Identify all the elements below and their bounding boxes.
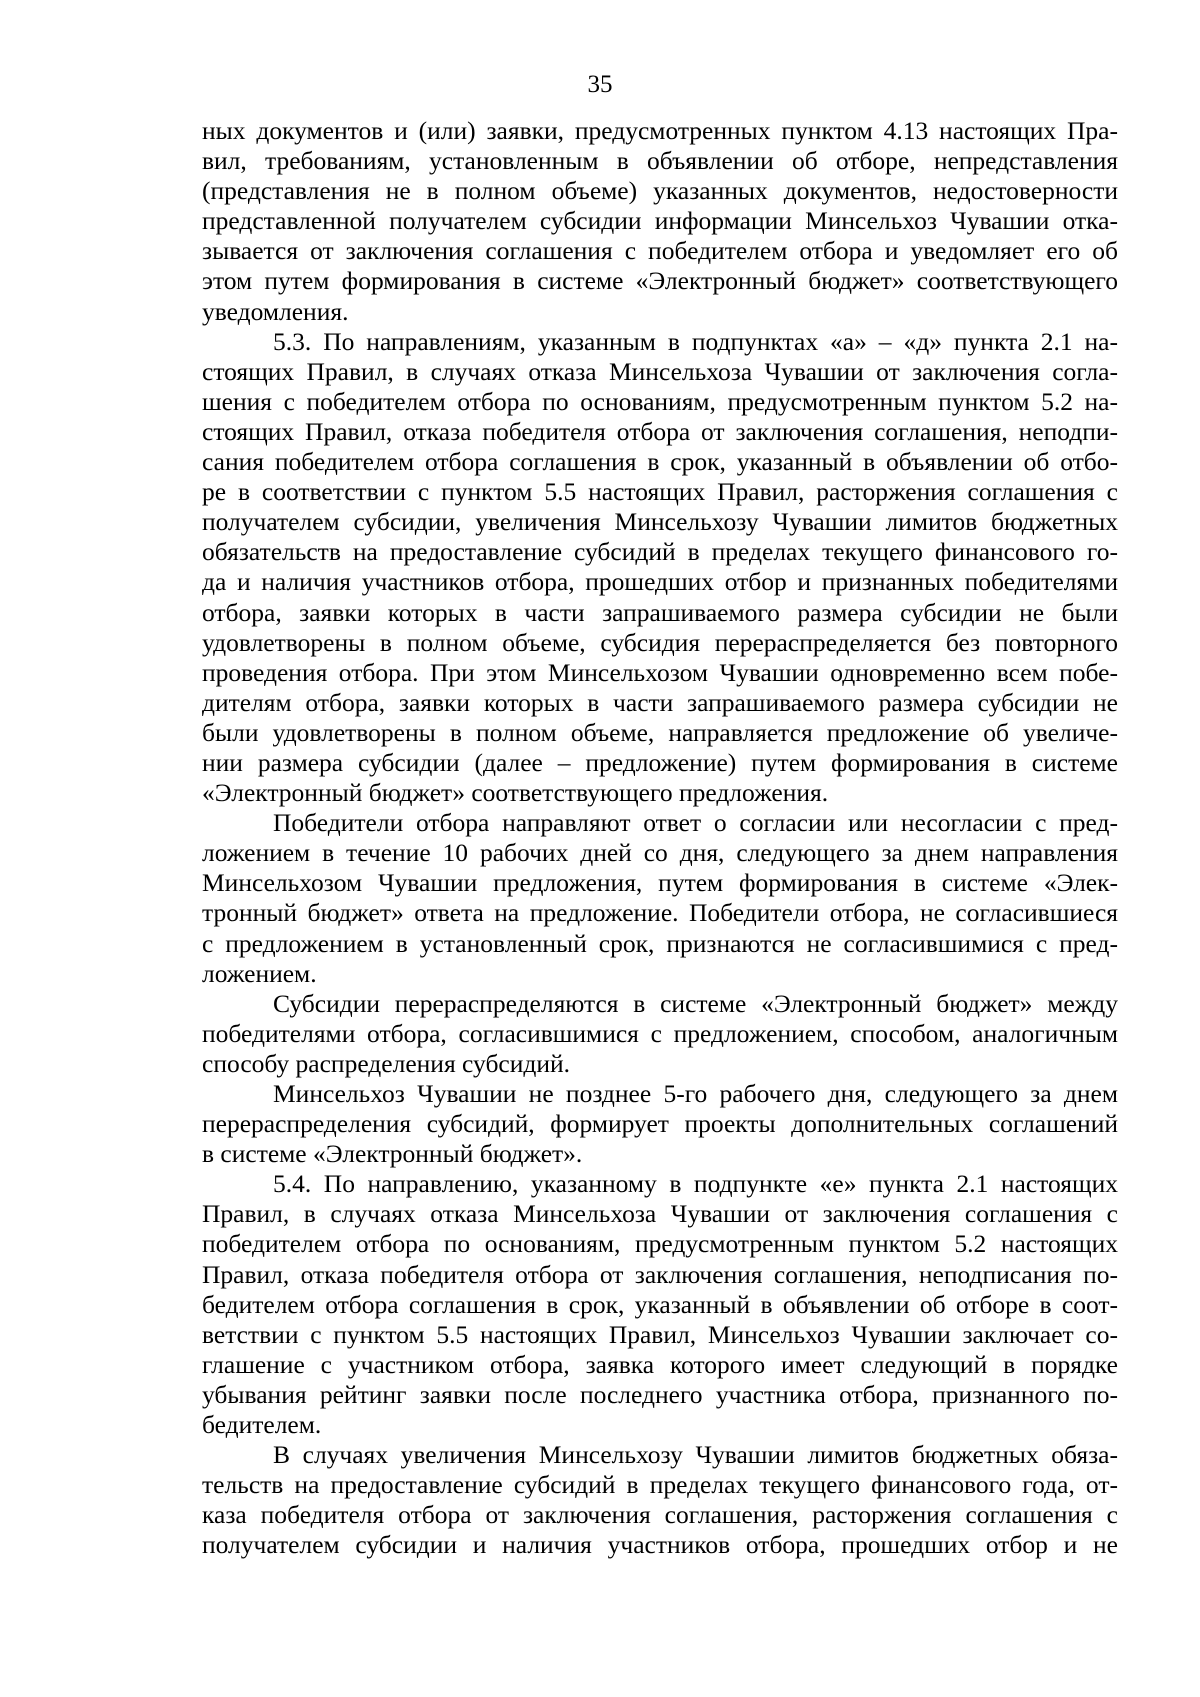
- text-line: обязательств на предоставление субсидий в пределах текущего финансового го-: [202, 537, 1118, 567]
- text-line: глашение с участником отбора, заявка которого имеет следующий в порядке: [202, 1349, 1118, 1379]
- text-line: ветствии с пунктом 5.5 настоящих Правил, Минсельхоз Чувашии заключает со-: [202, 1319, 1118, 1349]
- text-line: с предложением в установленный срок, признаются не согласившимися с пред-: [202, 928, 1118, 958]
- text-line: Минсельхозом Чувашии предложения, путем формирования в системе «Элек-: [202, 868, 1118, 898]
- text-line: бедителем отбора соглашения в срок, указанный в объявлении об отборе в соот-: [202, 1289, 1118, 1319]
- text-line: стоящих Правил, в случаях отказа Минсельхоза Чувашии от заключения согла-: [202, 356, 1118, 386]
- text-line: Минсельхоз Чувашии не позднее 5-го рабочего дня, следующего за днем: [273, 1079, 1118, 1108]
- text-line: шения с победителем отбора по основаниям, предусмотренным пунктом 5.2 на-: [202, 386, 1118, 416]
- text-line: победителями отбора, согласившимися с предложением, способом, аналогичным: [202, 1018, 1118, 1048]
- text-line: ре в соответствии с пунктом 5.5 настоящих Правил, расторжения соглашения с: [202, 477, 1118, 507]
- text-line: тельств на предоставление субсидий в пределах текущего финансового года, от-: [202, 1470, 1118, 1500]
- text-line: убывания рейтинг заявки после последнего участника отбора, признанного по-: [202, 1379, 1118, 1409]
- text-line: ных документов и (или) заявки, предусмотренных пунктом 4.13 настоящих Пра-: [202, 116, 1118, 145]
- text-line: этом путем формирования в системе «Электронный бюджет» соответствующего: [202, 266, 1118, 296]
- text-line: победителем отбора по основаниям, предусмотренным пунктом 5.2 настоящих: [202, 1229, 1118, 1259]
- text-line: способу распределения субсидий.: [202, 1048, 571, 1078]
- text-line: 5.4. По направлению, указанному в подпункте «е» пункта 2.1 настоящих: [273, 1169, 1118, 1199]
- text-line: удовлетворены в полном объеме, субсидия перераспределяется без повторного: [202, 627, 1118, 657]
- text-line: получателем субсидии, увеличения Минсельхозу Чувашии лимитов бюджетных: [202, 507, 1118, 537]
- text-line: 5.3. По направлениям, указанным в подпунктах «а» – «д» пункта 2.1 на-: [273, 326, 1118, 356]
- text-line: «Электронный бюджет» соответствующего предложения.: [202, 778, 829, 808]
- text-line: уведомления.: [202, 296, 349, 326]
- text-line: тронный бюджет» ответа на предложение. Победители отбора, не согласившиеся: [202, 898, 1118, 928]
- text-line: проведения отбора. При этом Минсельхозом Чувашии одновременно всем побе-: [202, 657, 1118, 687]
- text-line: вил, требованиям, установленным в объявлении об отборе, непредставления: [202, 146, 1118, 176]
- text-line: ложением.: [202, 958, 317, 988]
- text-line: в системе «Электронный бюджет».: [202, 1139, 583, 1169]
- text-line: нии размера субсидии (далее – предложение) путем формирования в системе: [202, 747, 1118, 777]
- document-body: [202, 116, 1118, 1561]
- text-line: зывается от заключения соглашения с победителем отбора и уведомляет его об: [202, 236, 1118, 266]
- text-line: Правил, отказа победителя отбора от заключения соглашения, неподписания по-: [202, 1259, 1118, 1289]
- text-line: ложением в течение 10 рабочих дней со дня, следующего за днем направления: [202, 838, 1118, 868]
- text-line: бедителем.: [202, 1410, 322, 1440]
- text-line: были удовлетворены в полном объеме, направляется предложение об увеличе-: [202, 717, 1118, 747]
- text-line: Правил, в случаях отказа Минсельхоза Чувашии от заключения соглашения с: [202, 1199, 1118, 1229]
- text-line: В случаях увеличения Минсельхозу Чувашии лимитов бюджетных обяза-: [273, 1440, 1118, 1470]
- text-line: Субсидии перераспределяются в системе «Электронный бюджет» между: [273, 988, 1118, 1018]
- text-line: сания победителем отбора соглашения в срок, указанный в объявлении об отбо-: [202, 447, 1118, 477]
- text-line: отбора, заявки которых в части запрашиваемого размера субсидии не были: [202, 597, 1118, 627]
- text-line: дителям отбора, заявки которых в части запрашиваемого размера субсидии не: [202, 687, 1118, 717]
- text-line: стоящих Правил, отказа победителя отбора от заключения соглашения, неподпи-: [202, 416, 1118, 446]
- text-line: получателем субсидии и наличия участников отбора, прошедших отбор и не: [202, 1530, 1118, 1560]
- text-line: Победители отбора направляют ответ о согласии или несогласии с пред-: [273, 808, 1118, 838]
- text-line: да и наличия участников отбора, прошедших отбор и признанных победителями: [202, 567, 1118, 597]
- text-line: представленной получателем субсидии информации Минсельхоз Чувашии отка-: [202, 206, 1118, 236]
- page-number: 35: [587, 71, 613, 98]
- text-line: перераспределения субсидий, формирует проекты дополнительных соглашений: [202, 1109, 1118, 1139]
- text-line: (представления не в полном объеме) указанных документов, недостоверности: [202, 176, 1118, 206]
- text-line: каза победителя отбора от заключения соглашения, расторжения соглашения с: [202, 1500, 1118, 1530]
